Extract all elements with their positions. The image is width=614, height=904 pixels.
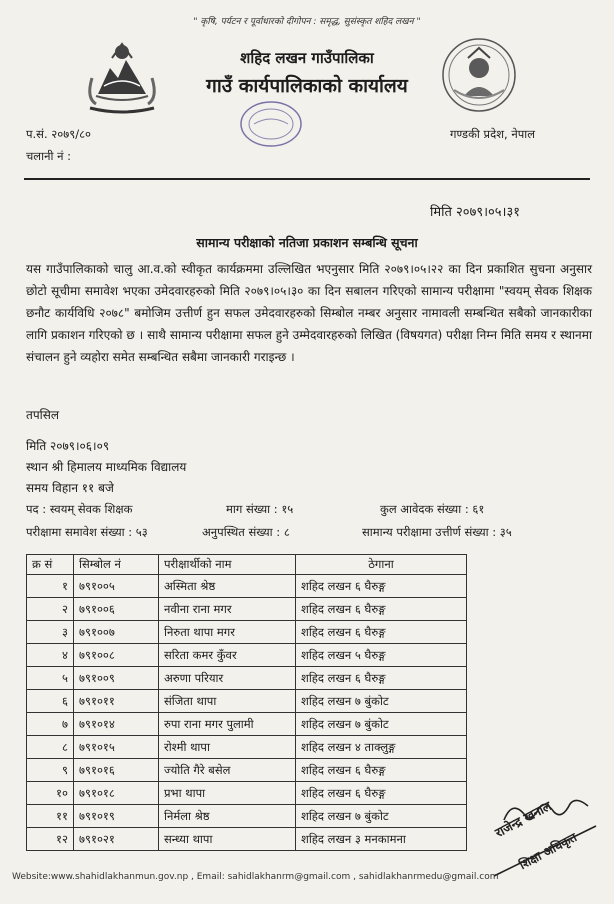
exam-place: स्थान श्री हिमालय माध्यमिक विद्यालय xyxy=(26,460,187,474)
cell-name: सरिता कमर कुँवर xyxy=(159,644,296,667)
cell-name: प्रभा थापा xyxy=(159,782,296,805)
signatory-name: राजेन्द्र खनाल xyxy=(492,798,554,841)
cell-serial: ६ xyxy=(27,690,74,713)
office-name: शहिद लखन गाउँपालिका xyxy=(240,49,374,67)
signatory-role: शिक्षा अधिकृत xyxy=(516,830,580,873)
cell-symbol: ७९१०१५ xyxy=(74,736,159,759)
cell-serial: २ xyxy=(27,598,74,621)
exam-details xyxy=(26,405,186,499)
table-row xyxy=(27,736,467,759)
demand-count: माग संख्या : १५ xyxy=(226,502,294,516)
absent-count: अनुपस्थित संख्या : ८ xyxy=(202,525,290,539)
table-row xyxy=(27,759,467,782)
cell-symbol: ७९१०१६ xyxy=(74,759,159,782)
post-label: पद : स्वयम् सेवक शिक्षक xyxy=(26,502,133,516)
cell-symbol: ७९१०१८ xyxy=(74,782,159,805)
header-name: परीक्षार्थीको नाम xyxy=(159,555,296,575)
footer-contact: Website:www.shahidlakhanmun.gov.np , Email: sahidlakhanrm@gmail.com , sahidlakhanrmedu@gmail.com xyxy=(12,872,499,882)
cell-address: शहिद लखन ७ बुंकोट xyxy=(296,713,467,736)
dispatch-number: चलानी नं : xyxy=(26,149,72,163)
table-row xyxy=(27,713,467,736)
province-address: गण्डकी प्रदेश, नेपाल xyxy=(450,127,536,141)
cell-serial: १० xyxy=(27,782,74,805)
cell-name: सन्ध्या थापा xyxy=(159,828,296,851)
cell-serial: १२ xyxy=(27,828,74,851)
cell-name: निरुता थापा मगर xyxy=(159,621,296,644)
cell-serial: ७ xyxy=(27,713,74,736)
cell-serial: ५ xyxy=(27,667,74,690)
office-title: गाउँ कार्यपालिकाको कार्यालय xyxy=(206,75,408,97)
cell-name: ज्योति गैरे बसेल xyxy=(159,759,296,782)
cell-symbol: ७९१०२१ xyxy=(74,828,159,851)
cell-symbol: ७९१००८ xyxy=(74,644,159,667)
header-address: ठेगाना xyxy=(296,555,467,575)
cell-name: अरुणा परियार xyxy=(159,667,296,690)
header-symbol: सिम्बोल नं xyxy=(74,555,159,575)
cell-address: शहिद लखन ६ घैरुङ्ग xyxy=(296,598,467,621)
cell-symbol: ७९१००७ xyxy=(74,621,159,644)
passed-count: सामान्य परीक्षामा उत्तीर्ण संख्या : ३५ xyxy=(362,525,512,539)
cell-address: शहिद लखन ६ घैरुङ्ग xyxy=(296,621,467,644)
table-row xyxy=(27,782,467,805)
cell-address: शहिद लखन ६ घैरुङ्ग xyxy=(296,575,467,598)
table-header-row xyxy=(27,555,467,575)
total-applicants: कुल आवेदक संख्या : ६१ xyxy=(380,502,485,516)
table-row xyxy=(27,828,467,851)
cell-symbol: ७९१०१४ xyxy=(74,713,159,736)
cell-symbol: ७९१००५ xyxy=(74,575,159,598)
cell-address: शहिद लखन ४ ताक्लुङ्ग xyxy=(296,736,467,759)
cell-symbol: ७९१००९ xyxy=(74,667,159,690)
header-divider xyxy=(24,178,590,180)
cell-name: निर्मला श्रेष्ठ xyxy=(159,805,296,828)
notice-date: मिति २०७९।०५।३१ xyxy=(430,205,520,220)
cell-name: नवीना राना मगर xyxy=(159,598,296,621)
cell-serial: १ xyxy=(27,575,74,598)
office-seal-icon xyxy=(238,98,304,150)
cell-name: रुपा राना मगर पुलामी xyxy=(159,713,296,736)
exam-time: समय विहान ११ बजे xyxy=(26,481,114,495)
table-row xyxy=(27,667,467,690)
table-row xyxy=(27,598,467,621)
included-count: परीक्षामा समावेश संख्या : ५३ xyxy=(26,525,148,539)
cell-address: शहिद लखन ५ घैरुङ्ग xyxy=(296,644,467,667)
cell-serial: ३ xyxy=(27,621,74,644)
cell-name: अस्मिता श्रेष्ठ xyxy=(159,575,296,598)
cell-address: शहिद लखन ६ घैरुङ्ग xyxy=(296,759,467,782)
cell-address: शहिद लखन ३ मनकामना xyxy=(296,828,467,851)
exam-date: मिति २०७९।०६।०९ xyxy=(26,439,110,453)
table-row xyxy=(27,805,467,828)
cell-serial: ११ xyxy=(27,805,74,828)
header-serial: क्र सं xyxy=(27,555,74,575)
cell-address: शहिद लखन ६ घैरुङ्ग xyxy=(296,667,467,690)
cell-address: शहिद लखन ७ बुंकोट xyxy=(296,690,467,713)
cell-symbol: ७९१०१९ xyxy=(74,805,159,828)
cell-symbol: ७९१००६ xyxy=(74,598,159,621)
details-heading: तपसिल xyxy=(26,408,60,422)
cell-name: रोश्मी थापा xyxy=(159,736,296,759)
cell-address: शहिद लखन ६ घैरुङ्ग xyxy=(296,782,467,805)
table-row xyxy=(27,644,467,667)
notice-body: यस गाउँपालिकाको चालु आ.व.को स्वीकृत कार्यक्रममा उल्लिखित भएनुसार मिति २०७९।०५।२२ का दिन प्रकाशित सुचना अनुसार छोटो सूचीमा समावेश भएका उमेदवारहरुको मिति २०७९।०५।३० का दिन सबालन गरिएको सामान्य परीक्षामा "स्वयम् सेवक शिक्षक छनौट कार्यविधि २०७८" बमोजिम उत्तीर्ण हुन सफल उमेदवारहरुको सिम्बोल नम्बर अनुसार नामावली सम्बन्धित सबैको जानकारीका लागि प्रकाशन गरिएको छ । साथै सामान्य परीक्षामा सफल हुने उम्मेदवारहरुको लिखित (विषयगत) परीक्षा निम्न मिति समय र स्थानमा संचालन हुने व्यहोरा समेत सम्बन्धित सबैमा जानकारी गराइन्छ । xyxy=(26,262,592,364)
cell-serial: ९ xyxy=(27,759,74,782)
cell-symbol: ७९१०११ xyxy=(74,690,159,713)
cell-serial: ८ xyxy=(27,736,74,759)
table-row xyxy=(27,690,467,713)
cell-serial: ४ xyxy=(27,644,74,667)
notice-subject: सामान्य परीक्षाको नतिजा प्रकाशन सम्बन्धि सूचना xyxy=(196,235,418,250)
motto: " कृषि, पर्यटन र पूर्वाधारको दीगोपन : समृद्ध, सुसंस्कृत शहिद लखन " xyxy=(193,17,421,27)
table-row xyxy=(27,575,467,598)
cell-address: शहिद लखन ७ बुंकोट xyxy=(296,805,467,828)
reference-number: प.सं. २०७९/८० xyxy=(26,127,92,141)
table-row xyxy=(27,621,467,644)
results-table xyxy=(26,554,467,851)
cell-name: संजिता थापा xyxy=(159,690,296,713)
